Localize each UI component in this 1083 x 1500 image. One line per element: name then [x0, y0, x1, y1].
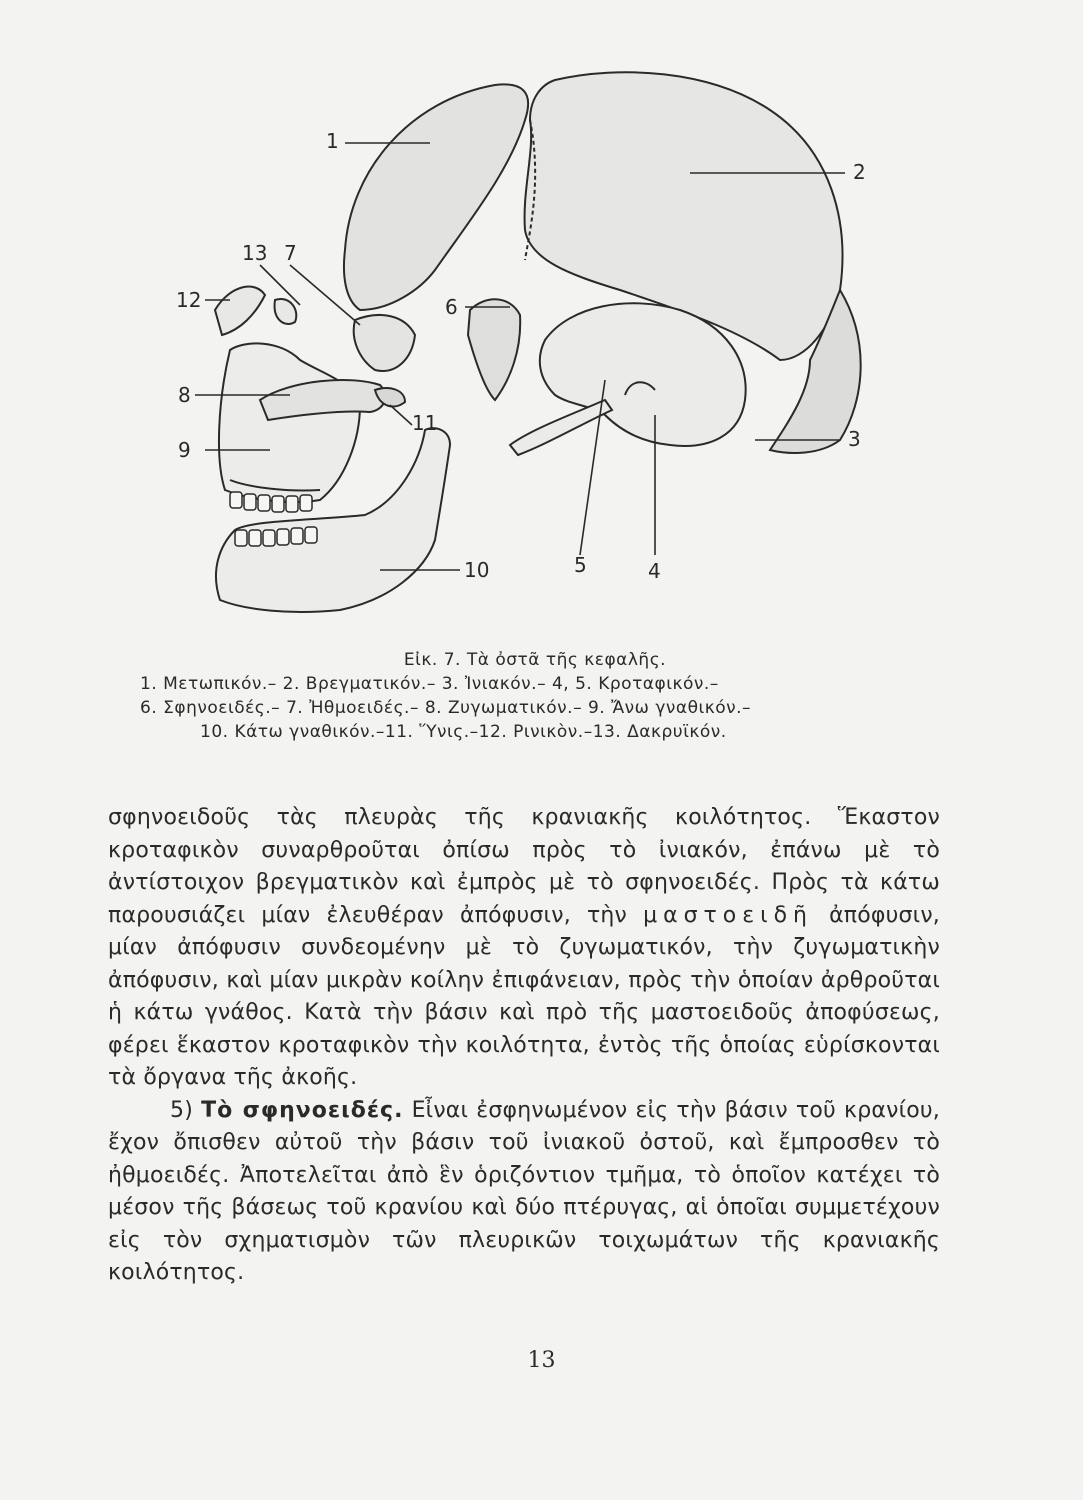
caption-legend-line: 1. Μετωπικόν.– 2. Βρεγματικόν.– 3. Ἰνιακόν.– 4, 5. Κροταφικόν.–: [140, 674, 719, 694]
figure-label-3: 3: [848, 427, 861, 451]
figure-label-11: 11: [412, 411, 438, 435]
paragraph-sphenoid: [108, 1095, 940, 1290]
section-number: 5): [170, 1097, 193, 1123]
zygomatic-process: [510, 400, 612, 455]
caption-title: Εἰκ. 7. Τὰ ὀστᾶ τῆς κεφαλῆς.: [403, 650, 667, 670]
figure-label-2: 2: [853, 160, 866, 184]
caption-legend-line: 10. Κάτω γναθικόν.–11. Ὕνις.–12. Ρινικὸν.–13. Δακρυϊκόν.: [200, 722, 727, 742]
figure-label-10: 10: [464, 558, 490, 582]
figure-label-7: 7: [284, 241, 297, 265]
skull-figure: [150, 60, 930, 640]
paragraph-text: Εἶναι ἐσφηνωμένον εἰς τὴν βάσιν τοῦ κρανίου, ἔχον ὄπισθεν αὐτοῦ τὴν βάσιν τοῦ ἰνιακοῦ ὀστοῦ, καὶ ἔμπροσθεν τὸ ἠθμοειδές. Ἀποτελεῖται ἀπὸ ἓν ὁριζόντιον τμῆμα, τὸ ὁποῖον κατέχει τὸ μέσον τῆς βάσεως τοῦ κρανίου καὶ δύο πτέρυγας, αἱ ὁποῖαι συμμετέχουν εἰς τὸν σχηματισμὸν τῶν πλευρικῶν τοιχωμάτων τῆς κρανιακῆς κοιλότητος.: [108, 1097, 941, 1285]
section-heading: Τὸ σφηνοειδές.: [201, 1097, 404, 1123]
spaced-term: μαστοειδῆ: [643, 902, 813, 928]
figure-label-4: 4: [648, 559, 661, 583]
paragraph-text: σφηνοειδοῦς τὰς πλευρὰς τῆς κρανιακῆς κοιλότητος. Ἕκαστον κροταφικὸν συναρθροῦται ὀπίσω πρὸς τὸ ἰνιακόν, ἐπάνω μὲ τὸ ἀντίστοιχον βρεγματικὸν καὶ ἐμπρὸς μὲ τὸ σφηνοειδές. Πρὸς τὰ κάτω παρουσιάζει μίαν ἐλευθέραν ἀπόφυσιν, τὴν: [108, 805, 940, 928]
paragraph-text: ἀπόφυσιν, μίαν ἀπόφυσιν συνδεομένην μὲ τὸ ζυγωματικόν, τὴν ζυγωματικὴν ἀπόφυσιν, καὶ μίαν μικρὰν κοίλην ἐπιφάνειαν, πρὸς τὴν ὁποίαν ἀρθροῦται ἡ κάτω γνάθος. Κατὰ τὴν βάσιν καὶ πρὸ τῆς μαστοειδοῦς ἀποφύσεως, φέρει ἕκαστον κροταφικὸν τὴν κοιλότητα, ἐντὸς τῆς ὁποίας εὑρίσκονται τὰ ὄργανα τῆς ἀκοῆς.: [108, 902, 940, 1090]
frontal-bone: [344, 84, 528, 310]
paragraph-temporal: [108, 802, 940, 1095]
sphenoid-bone: [468, 299, 520, 400]
figure-label-13: 13: [242, 241, 268, 265]
body-text: [108, 802, 940, 1290]
figure-label-8: 8: [178, 383, 191, 407]
figure-label-6: 6: [445, 295, 458, 319]
page-number: 13: [527, 1348, 556, 1373]
ethmoid-bone: [354, 315, 415, 371]
caption-legend-line: 6. Σφηνοειδές.– 7. Ἠθμοειδές.– 8. Ζυγωματικόν.– 9. Ἄνω γναθικόν.–: [140, 698, 752, 718]
maxilla: [219, 343, 360, 502]
figure-caption: [140, 650, 930, 746]
figure-label-5: 5: [574, 553, 587, 577]
nasal-bone: [215, 287, 265, 335]
lacrimal-bone: [275, 299, 297, 324]
skull-illustration: [150, 60, 930, 640]
figure-label-9: 9: [178, 438, 191, 462]
figure-label-12: 12: [176, 288, 202, 312]
figure-label-1: 1: [326, 129, 339, 153]
